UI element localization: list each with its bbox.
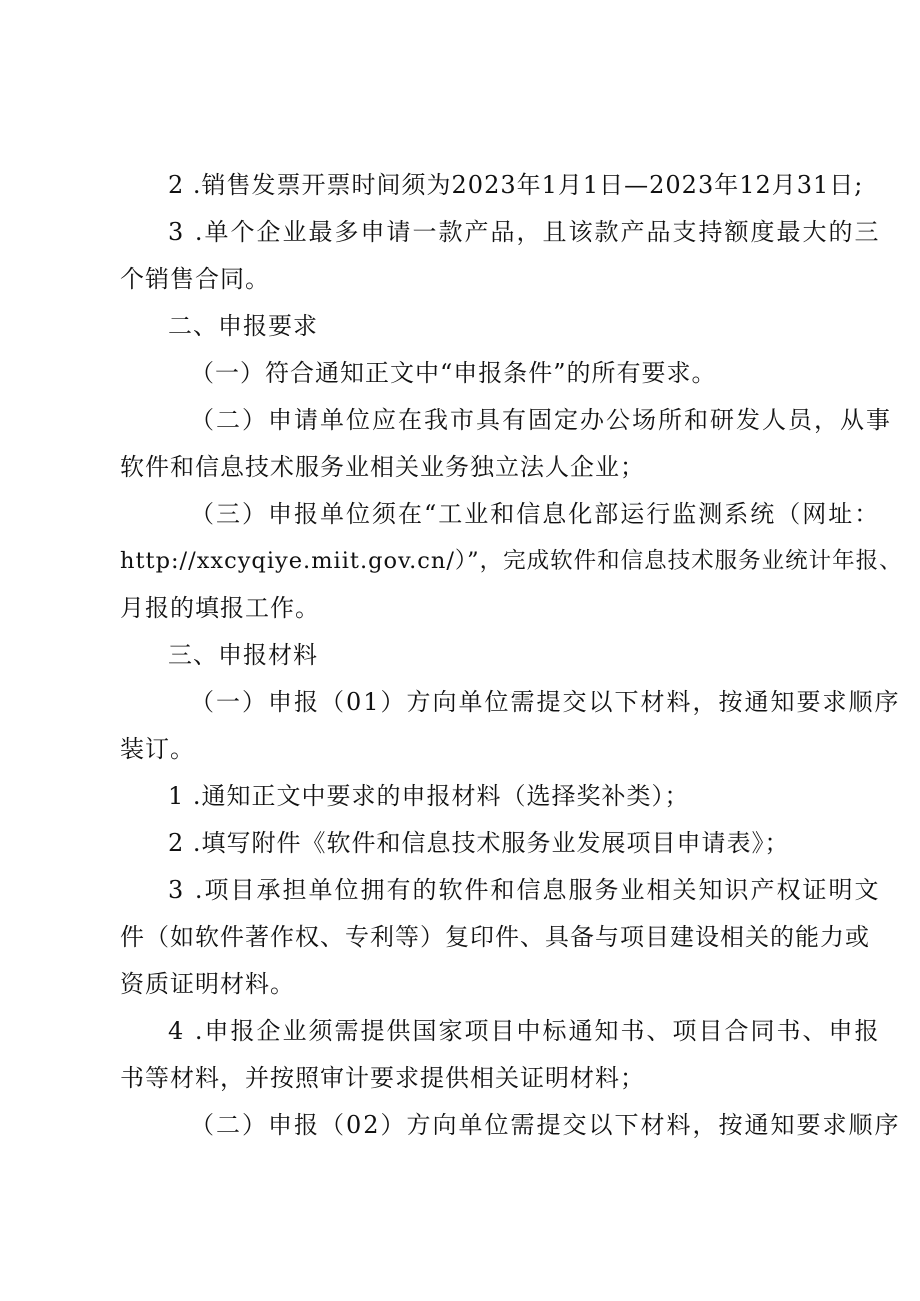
list-item-material-3: 3 .项目承担单位拥有的软件和信息服务业相关知识产权证明文 bbox=[168, 876, 881, 904]
paragraph-line-materials-02: （二）申报（02）方向单位需提交以下材料，按通知要求顺序 bbox=[190, 1111, 901, 1139]
section-heading-materials: 三、申报材料 bbox=[168, 641, 318, 669]
list-item-material-2: 2 .填写附件《软件和信息技术服务业发展项目申请表》； bbox=[168, 829, 790, 857]
paragraph-line-requirement-3-url: http://xxcyqiye.miit.gov.cn/）”，完成软件和信息技术服务业统计年报、 bbox=[120, 548, 903, 574]
list-item-material-4: 4 .申报企业须需提供国家项目中标通知书、项目合同书、申报 bbox=[168, 1017, 881, 1045]
section-heading-requirements: 二、申报要求 bbox=[168, 312, 318, 340]
list-item-material-1: 1 .通知正文中要求的申报材料（选择奖补类）； bbox=[168, 782, 690, 810]
paragraph-line-requirement-2-cont: 软件和信息技术服务业相关业务独立法人企业； bbox=[120, 453, 645, 481]
paragraph-line-requirement-3-cont: 月报的填报工作。 bbox=[120, 594, 320, 622]
list-item-material-3-cont: 件（如软件著作权、专利等）复印件、具备与项目建设相关的能力或 bbox=[120, 923, 870, 951]
paragraph-line-requirement-1: （一）符合通知正文中“申报条件”的所有要求。 bbox=[190, 359, 717, 387]
paragraph-line-single-product: 3 .单个企业最多申请一款产品，且该款产品支持额度最大的三 bbox=[168, 218, 881, 246]
list-item-material-4-cont: 书等材料，并按照审计要求提供相关证明材料； bbox=[120, 1064, 645, 1092]
paragraph-line-sales-invoice-period: 2 .销售发票开票时间须为2023年1月1日—2023年12月31日; bbox=[168, 171, 864, 199]
paragraph-line-materials-01-cont: 装订。 bbox=[120, 735, 195, 763]
list-item-material-3-cont-2: 资质证明材料。 bbox=[120, 970, 295, 998]
paragraph-line-materials-01: （一）申报（01）方向单位需提交以下材料，按通知要求顺序 bbox=[190, 688, 901, 716]
paragraph-line-requirement-3: （三）申报单位须在“工业和信息化部运行监测系统（网址： bbox=[190, 500, 881, 528]
paragraph-line-sales-contract: 个销售合同。 bbox=[120, 265, 270, 293]
paragraph-line-requirement-2: （二）申请单位应在我市具有固定办公场所和研发人员，从事 bbox=[190, 406, 892, 434]
